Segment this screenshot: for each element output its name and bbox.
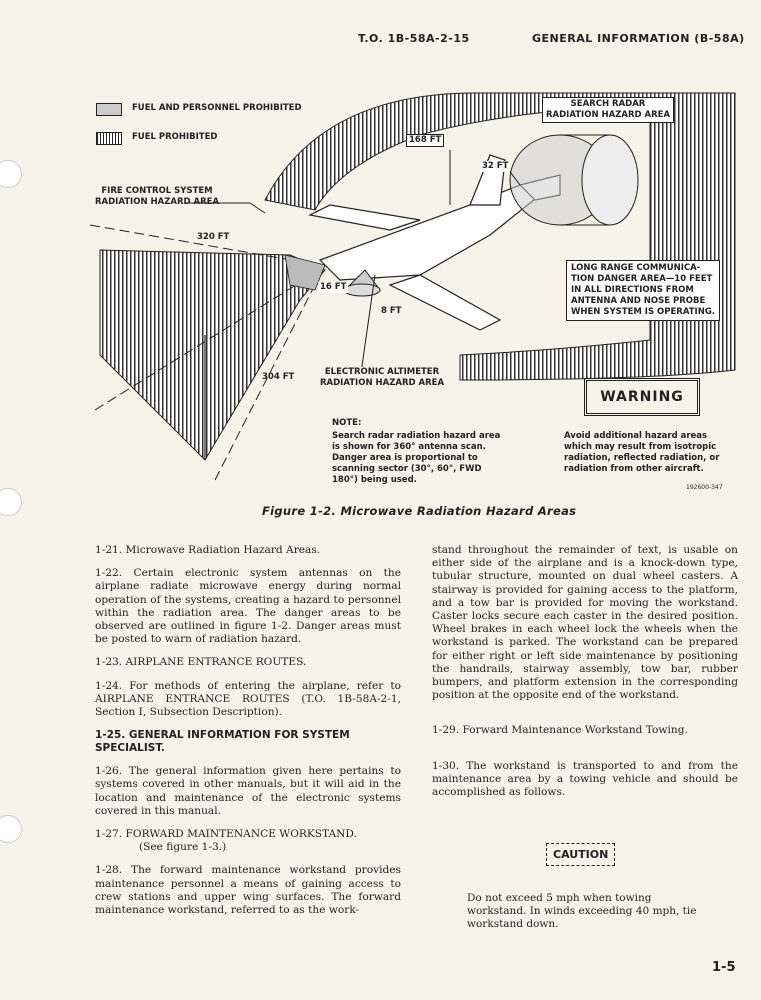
right-column bbox=[432, 544, 738, 809]
para-1-30: 1-30. The workstand is transported to and from the maintenance area by a towing vehicle and should be accomplished as follows. bbox=[432, 759, 738, 799]
page-number: 1-5 bbox=[712, 960, 736, 975]
communication-danger-sphere bbox=[510, 135, 638, 225]
legend-swatch-fuel bbox=[96, 132, 122, 145]
label-16-ft: 16 FT bbox=[320, 282, 347, 292]
para-1-24: 1-24. For methods of entering the airplane, refer to AIRPLANE ENTRANCE ROUTES (T.O. 1B-58A-2-1, Section I, Subsection Description). bbox=[95, 679, 401, 719]
para-1-28-continued: stand throughout the remainder of text, is usable on either side of the airplane and is a knock-down type, tubular structure, mounted on dual wheel casters. A stairway is provided for gaining access to the platform, and a tow bar is provided for moving the workstand. Caster locks secure each caster in the desired position. Wheel brakes in each wheel lock the wheels when the workstand is parked. The workstand can be prepared for either right or left side maintenance by positioning the handrails, stairway assembly, tow bar, rubber bumpers, and platform extension in the corresponding position at the opposite end of the workstand. bbox=[432, 544, 738, 702]
search-radar-hazard-area bbox=[265, 93, 735, 380]
punch-hole-bottom bbox=[0, 815, 22, 843]
label-304-ft: 304 FT bbox=[262, 372, 295, 382]
para-1-25-heading: 1-25. GENERAL INFORMATION FOR SYSTEM SPECIALIST. bbox=[95, 729, 350, 755]
caution-text: Do not exceed 5 mph when towing workstand. In winds exceeding 40 mph, tie workstand down. bbox=[467, 892, 697, 931]
para-1-29: 1-29. Forward Maintenance Workstand Towing. bbox=[432, 724, 688, 737]
header-section-title: GENERAL INFORMATION (B-58A) bbox=[532, 32, 745, 45]
left-column bbox=[95, 544, 401, 927]
caution-box bbox=[546, 843, 615, 866]
note-text: Search radar radiation hazard area is shown for 360° antenna scan. Danger area is proportional to scanning sector (30°, 60°, FWD 180°) being used. bbox=[332, 431, 501, 485]
header-to-number: T.O. 1B-58A-2-15 bbox=[358, 32, 470, 45]
legend-swatch-personnel bbox=[96, 103, 122, 116]
figure-caption: Figure 1-2. Microwave Radiation Hazard Areas bbox=[262, 504, 577, 518]
para-1-22: 1-22. Certain electronic system antennas on the airplane radiate microwave energy during normal operation of the systems, creating a hazard to personnel within the radiation area. The danger areas to be observed are outlined in figure 1-2. Danger areas must be posted to warn of radiation hazard. bbox=[95, 567, 401, 646]
warning-label: WARNING bbox=[600, 389, 684, 405]
para-1-23: 1-23. AIRPLANE ENTRANCE ROUTES. bbox=[95, 656, 307, 669]
punch-hole-top bbox=[0, 160, 22, 188]
label-320-ft: 320 FT bbox=[197, 232, 230, 242]
note-title: NOTE: bbox=[332, 418, 362, 428]
label-168-ft: 168 FT bbox=[406, 134, 444, 147]
para-1-21: 1-21. Microwave Radiation Hazard Areas. bbox=[95, 544, 321, 556]
para-1-27-title: 1-27. FORWARD MAINTENANCE WORKSTAND. bbox=[95, 828, 357, 841]
warning-box bbox=[584, 378, 700, 416]
para-1-28: 1-28. The forward maintenance workstand provides maintenance personnel a means of gaining access to crew stations and upper wing surfaces. The forward maintenance workstand, referred to as the work- bbox=[95, 864, 401, 917]
label-32-ft: 32 FT bbox=[482, 161, 509, 171]
legend-label-fuel: FUEL PROHIBITED bbox=[132, 132, 218, 142]
legend-label-personnel: FUEL AND PERSONNEL PROHIBITED bbox=[132, 103, 302, 113]
label-fire-control: FIRE CONTROL SYSTEM RADIATION HAZARD AREA bbox=[95, 186, 220, 207]
para-1-27-ref: (See figure 1-3.) bbox=[139, 841, 227, 854]
label-8-ft: 8 FT bbox=[381, 306, 402, 316]
label-long-range-comm: LONG RANGE COMMUNICA- TION DANGER AREA—10 FEET IN ALL DIRECTIONS FROM ANTENNA AND NOSE PROBE WHEN SYSTEM IS OPERATING. bbox=[566, 260, 720, 321]
para-1-26: 1-26. The general information given here pertains to systems covered in other manuals, but it will aid in the location and maintenance of the electronic systems covered in this manual. bbox=[95, 765, 401, 817]
figure-number: 192600-347 bbox=[686, 484, 723, 491]
warning-text: Avoid additional hazard areas which may result from isotropic radiation, reflected radiation, or radiation from other aircraft. bbox=[564, 431, 720, 474]
label-search-radar: SEARCH RADAR RADIATION HAZARD AREA bbox=[542, 97, 674, 123]
caution-label: CAUTION bbox=[553, 848, 609, 861]
punch-hole-middle bbox=[0, 488, 22, 516]
label-altimeter: ELECTRONIC ALTIMETER RADIATION HAZARD AREA bbox=[320, 367, 445, 388]
